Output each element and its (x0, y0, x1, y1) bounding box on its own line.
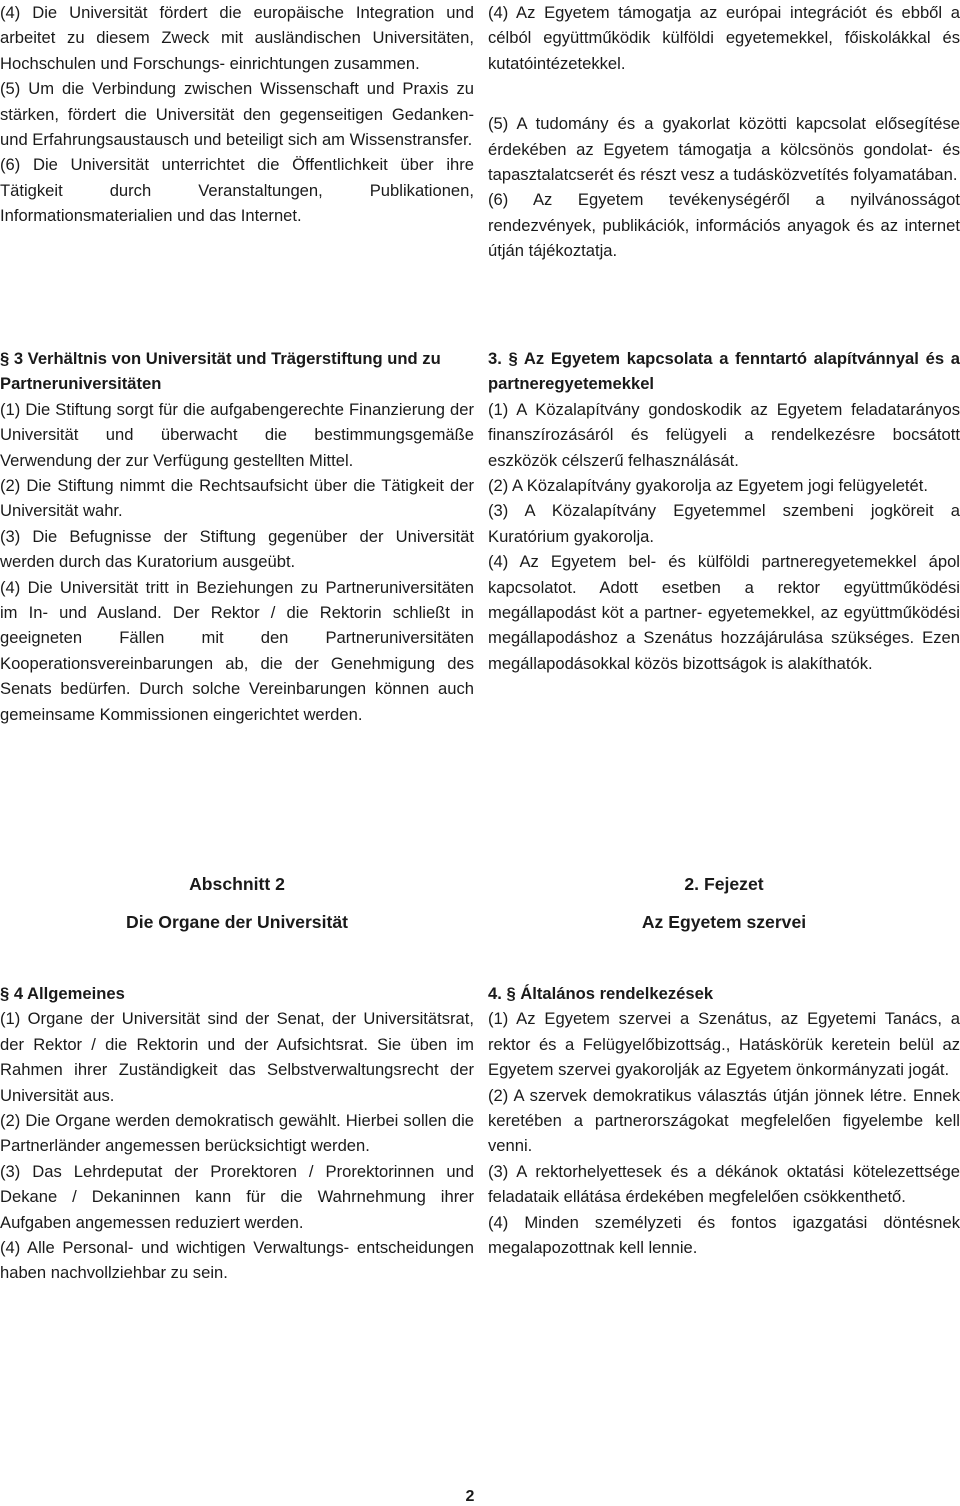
section-heading: § 4 Allgemeines (0, 984, 125, 1003)
chapter-heading-german (0, 872, 474, 935)
paragraph: (3) A rektorhelyettesek és a dékánok oktatási kötelezettsége feladataik ellátása érdekében megfelelően csökkenthető. (488, 1161, 960, 1207)
paragraph: (3) A Közalapítvány Egyetemmel szembeni jogköreit a Kuratórium gyakorolja. (488, 501, 960, 546)
section-heading: § 3 Verhältnis von Universität und Trägerstiftung und zu Partneruniversitäten (0, 349, 441, 394)
chapter-title: 2. Fejezet (684, 874, 764, 894)
paragraph: (4) Az Egyetem bel- és külföldi partneregyetemekkel ápol kapcsolatot. Adott esetben a rektor együttműködési megállapodást köt a partner- egyetemekkel, az együttműködési megállapodáshoz a Szenátus hozzájárulása szükséges. Ezen megállapodásokkal közös bizottságok is alakíthatók. (488, 552, 960, 673)
paragraph: (3) Das Lehrdeputat der Prorektoren / Prorektorinnen und Dekane / Dekaninnen kann für die Wahrnehmung ihrer Aufgaben angemessen reduziert werden. (0, 1161, 474, 1232)
section-4-hungarian (488, 981, 960, 1260)
page-number: 2 (465, 1488, 475, 1505)
chapter-heading-hungarian (488, 872, 960, 935)
paragraph: (1) Az Egyetem szervei a Szenátus, az Egyetemi Tanács, a rektor és a Felügyelőbizottság., Hatáskörük keretein belül az Egyetem szervei gyakorolják az Egyetem önkormányzati jogát. (488, 1009, 960, 1080)
paragraph: (4) Az Egyetem támogatja az európai integrációt és ebből a célból együttműködik külföldi egyetemekkel, főiskolákkal és kutatóintézetekkel. (488, 3, 960, 73)
paragraph: (4) Die Universität fördert die europäische Integration und arbeitet zu diesem Zweck mit ausländischen Universitäten, Hochschulen und Forschungs- einrichtungen zusammen. (0, 3, 474, 73)
section-heading: 4. § Általános rendelkezések (488, 984, 714, 1003)
paragraph: (2) Die Organe werden demokratisch gewählt. Hierbei sollen die Partnerländer angemessen berücksichtigt werden. (0, 1111, 474, 1156)
paragraph: (4) Die Universität tritt in Beziehungen zu Partneruniversitäten im In- und Ausland. Der Rektor / die Rektorin schließt in geeigneten Fällen mit den Partneruniversitäten Kooperationsvereinbarungen ab, die der Genehmigung des Senats bedürfen. Durch solche Vereinbarungen können auch gemeinsame Kommissionen eingerichtet werden. (0, 577, 474, 724)
paragraph: (1) A Közalapítvány gondoskodik az Egyetem feladatarányos finanszírozásáról és felügyeli a rendelkezésre bocsátott eszközök célszerű felhasználását. (488, 399, 960, 470)
chapter-title: Abschnitt 2 (189, 874, 285, 894)
section-3-hungarian (488, 346, 960, 676)
paragraph: (1) Die Stiftung sorgt für die aufgabengerechte Finanzierung der Universität und überwacht die bestimmungsgemäße Verwendung der zur Verfügung gestellten Mittel. (0, 399, 474, 470)
chapter-subtitle: Die Organe der Universität (126, 912, 348, 932)
intro-column-hungarian (488, 0, 960, 264)
paragraph: (4) Minden személyzeti és fontos igazgatási döntésnek megalapozottnak kell lennie. (488, 1212, 960, 1258)
paragraph: (4) Alle Personal- und wichtigen Verwaltungs- entscheidungen haben nachvollziehbar zu sein. (0, 1238, 474, 1283)
section-3-german (0, 346, 474, 727)
intro-column-german (0, 0, 474, 229)
chapter-subtitle: Az Egyetem szervei (641, 912, 807, 932)
paragraph: (1) Organe der Universität sind der Senat, der Universitätsrat, der Rektor / die Rektorin und der Aufsichtsrat. Sie üben im Rahmen ihrer Zuständigkeit das Selbstverwaltungsrecht der Universität aus. (0, 1009, 474, 1105)
section-heading: 3. § Az Egyetem kapcsolata a fenntartó alapítvánnyal és a partneregyetemekkel (488, 349, 960, 394)
paragraph: (2) Die Stiftung nimmt die Rechtsaufsicht über die Tätigkeit der Universität wahr. (0, 476, 474, 521)
paragraph: (2) A Közalapítvány gyakorolja az Egyetem jogi felügyeletét. (488, 476, 928, 496)
paragraph: (2) A szervek demokratikus választás útján jönnek létre. Ennek keretében a partnerországokat megfelelően figyelembe kell venni. (488, 1085, 960, 1156)
paragraph: (3) Die Befugnisse der Stiftung gegenüber der Universität werden durch das Kuratorium ausgeübt. (0, 526, 474, 572)
paragraph: (6) Die Universität unterrichtet die Öffentlichkeit über ihre Tätigkeit durch Veranstaltungen, Publikationen, Informationsmaterialien und das Internet. (0, 155, 474, 226)
paragraph: (5) A tudomány és a gyakorlat közötti kapcsolat elősegítése érdekében az Egyetem támogatja a kölcsönös gondolat- és tapasztalatcserét és részt vesz a tudásközvetítés folyamatában. (488, 114, 960, 185)
paragraph: (6) Az Egyetem tevékenységéről a nyilvánosságot rendezvények, publikációk, információs anyagok és az internet útján tájékoztatja. (488, 190, 960, 261)
paragraph: (5) Um die Verbindung zwischen Wissenschaft und Praxis zu stärken, fördert die Universität den gegenseitigen Gedanken- und Erfahrungsaustausch und beteiligt sich am Wissenstransfer. (0, 79, 474, 150)
section-4-german (0, 981, 474, 1286)
